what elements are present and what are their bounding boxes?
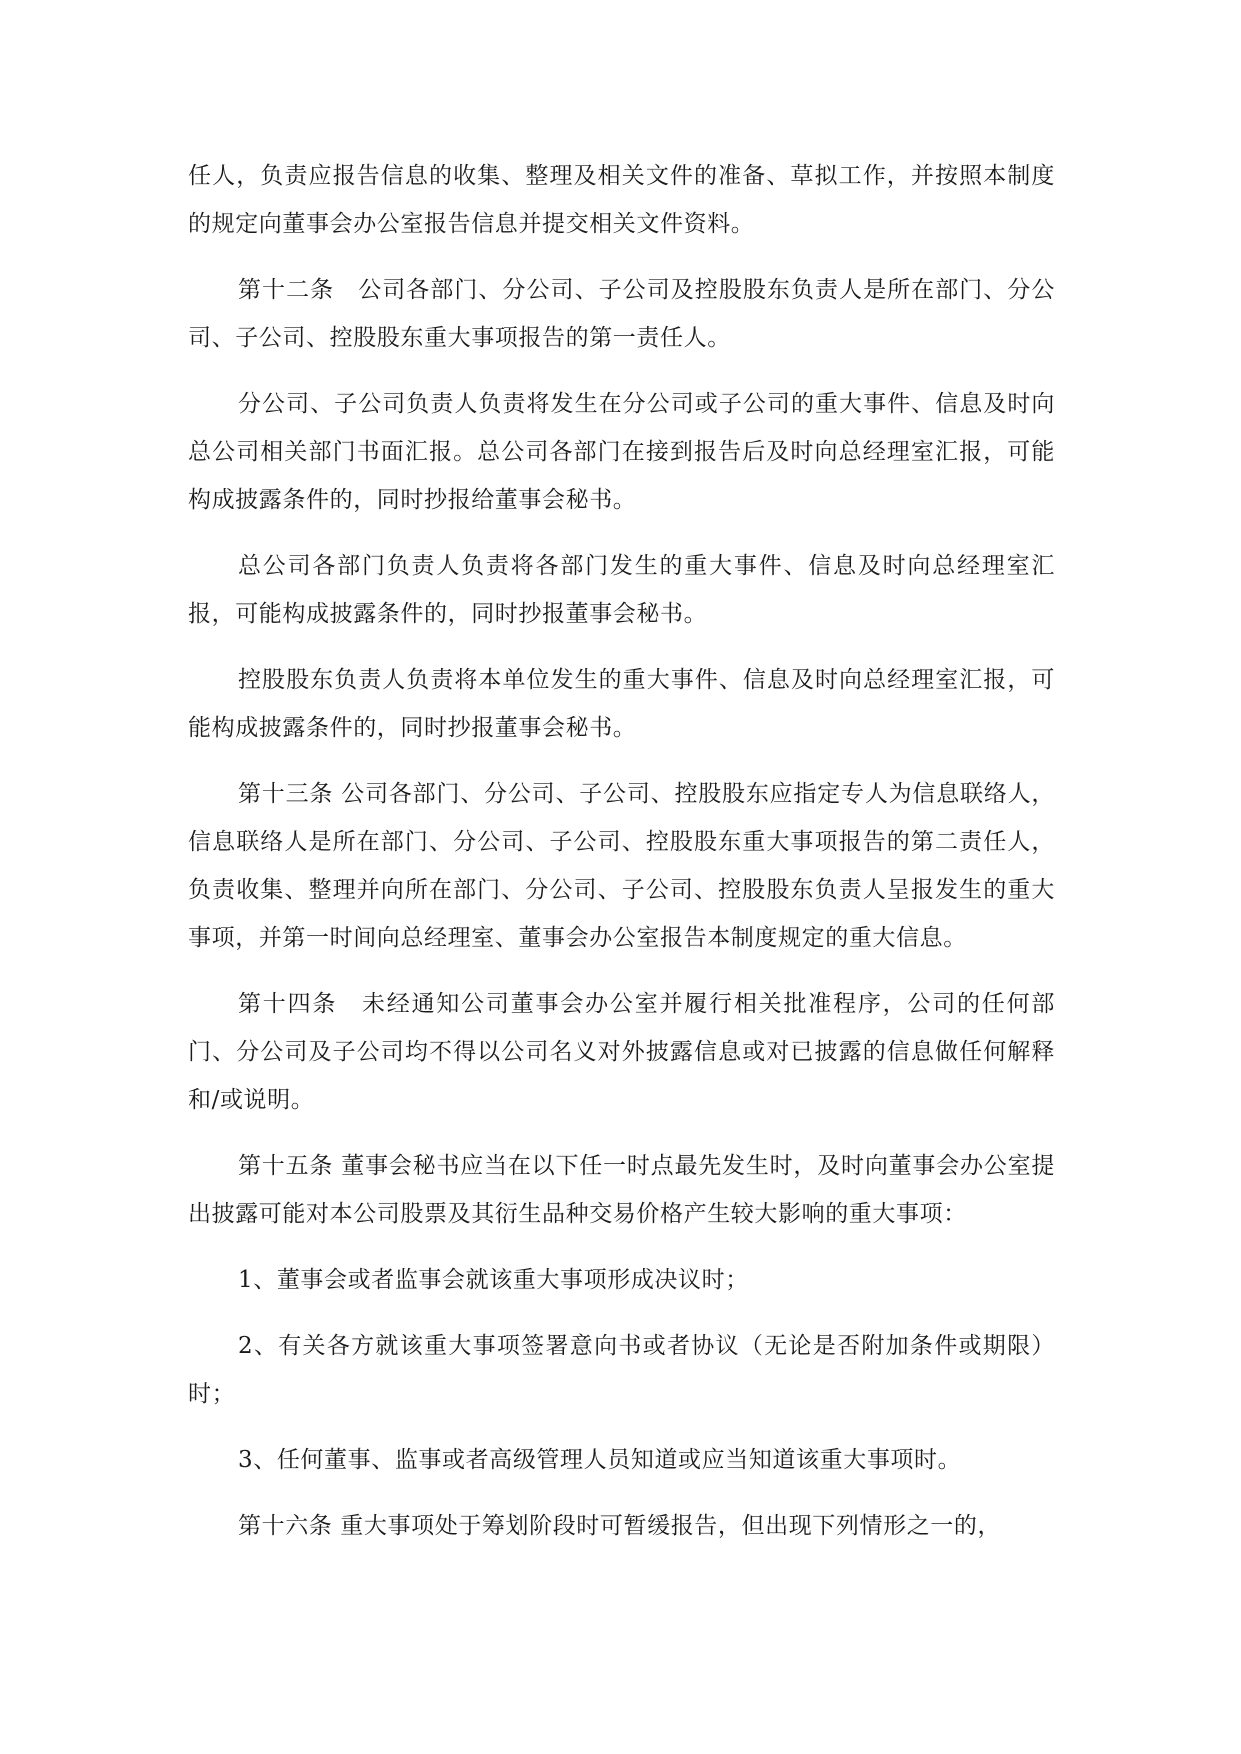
paragraph-controlling-shareholder: 控股股东负责人负责将本单位发生的重大事件、信息及时向总经理室汇报，可能构成披露条件的，同时抄报董事会秘书。 <box>188 667 1055 741</box>
document-body <box>188 152 1055 1550</box>
paragraph-article-14: 第十四条 未经通知公司董事会办公室并履行相关批准程序，公司的任何部门、分公司及子公司均不得以公司名义对外披露信息或对已披露的信息做任何解释和/或说明。 <box>188 991 1055 1113</box>
paragraph-branch-subsidiary: 分公司、子公司负责人负责将发生在分公司或子公司的重大事件、信息及时向总公司相关部门书面汇报。总公司各部门在接到报告后及时向总经理室汇报，可能构成披露条件的，同时抄报给董事会秘书。 <box>188 391 1055 513</box>
paragraph-item-2: 2、有关各方就该重大事项签署意向书或者协议（无论是否附加条件或期限）时； <box>188 1333 1055 1407</box>
paragraph-head-office-departments: 总公司各部门负责人负责将各部门发生的重大事件、信息及时向总经理室汇报，可能构成披露条件的，同时抄报董事会秘书。 <box>188 553 1055 627</box>
paragraph-article-16: 第十六条 重大事项处于筹划阶段时可暂缓报告，但出现下列情形之一的， <box>238 1513 1002 1539</box>
paragraph-item-3: 3、任何董事、监事或者高级管理人员知道或应当知道该重大事项时。 <box>238 1447 962 1473</box>
paragraph-article-15: 第十五条 董事会秘书应当在以下任一时点最先发生时，及时向董事会办公室提出披露可能对本公司股票及其衍生品种交易价格产生较大影响的重大事项： <box>188 1153 1055 1227</box>
paragraph-article-12: 第十二条 公司各部门、分公司、子公司及控股股东负责人是所在部门、分公司、子公司、控股股东重大事项报告的第一责任人。 <box>188 277 1055 351</box>
paragraph-continuation: 任人，负责应报告信息的收集、整理及相关文件的准备、草拟工作，并按照本制度的规定向董事会办公室报告信息并提交相关文件资料。 <box>188 163 1055 237</box>
paragraph-article-13: 第十三条 公司各部门、分公司、子公司、控股股东应指定专人为信息联络人，信息联络人是所在部门、分公司、子公司、控股股东重大事项报告的第二责任人，负责收集、整理并向所在部门、分公司、子公司、控股股东负责人呈报发生的重大事项，并第一时间向总经理室、董事会办公室报告本制度规定的重大信息。 <box>188 781 1055 951</box>
paragraph-item-1: 1、董事会或者监事会就该重大事项形成决议时； <box>238 1267 749 1293</box>
